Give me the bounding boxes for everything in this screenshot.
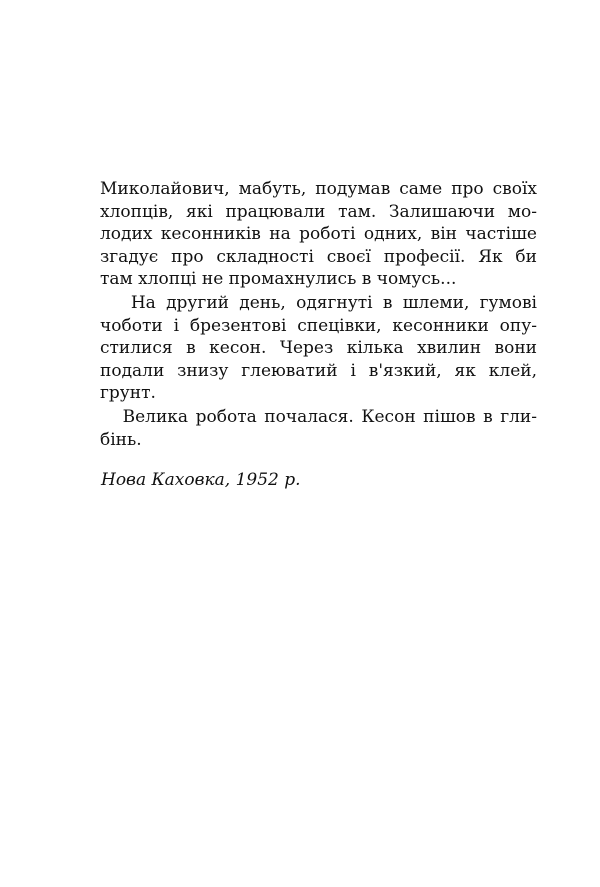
place-date-signature: Нова Каховка, 1952 р.: [101, 470, 301, 490]
text-line: грунт.: [100, 383, 156, 404]
text-line: подали знизу глеюватий і в'язкий, як клей,: [100, 360, 537, 381]
text-line: На другий день, одягнуті в шлеми, гумові: [100, 292, 537, 313]
text-line: там хлопці не промахнулись в чомусь...: [100, 269, 457, 290]
text-line: Миколайович, мабуть, подумав саме про своїх: [100, 179, 537, 199]
text-line: Велика робота почалася. Кесон пішов в гли-: [100, 406, 537, 427]
text-line: чоботи і брезентові спецівки, кесонники опу-: [100, 315, 537, 336]
text-line: стилися в кесон. Через кілька хвилин вони: [100, 338, 537, 359]
paragraph-2: [100, 292, 537, 405]
text-line: бінь.: [100, 429, 142, 450]
page-text: [100, 178, 537, 451]
paragraph-1: [100, 178, 537, 291]
paragraph-3: [100, 406, 537, 451]
text-line: хлопців, які працювали там. Залишаючи мо-: [100, 201, 537, 222]
text-line: лодих кесонників на роботі одних, він частіше: [100, 224, 537, 245]
text-line: згадує про складності своєї професії. Як би: [100, 246, 537, 267]
